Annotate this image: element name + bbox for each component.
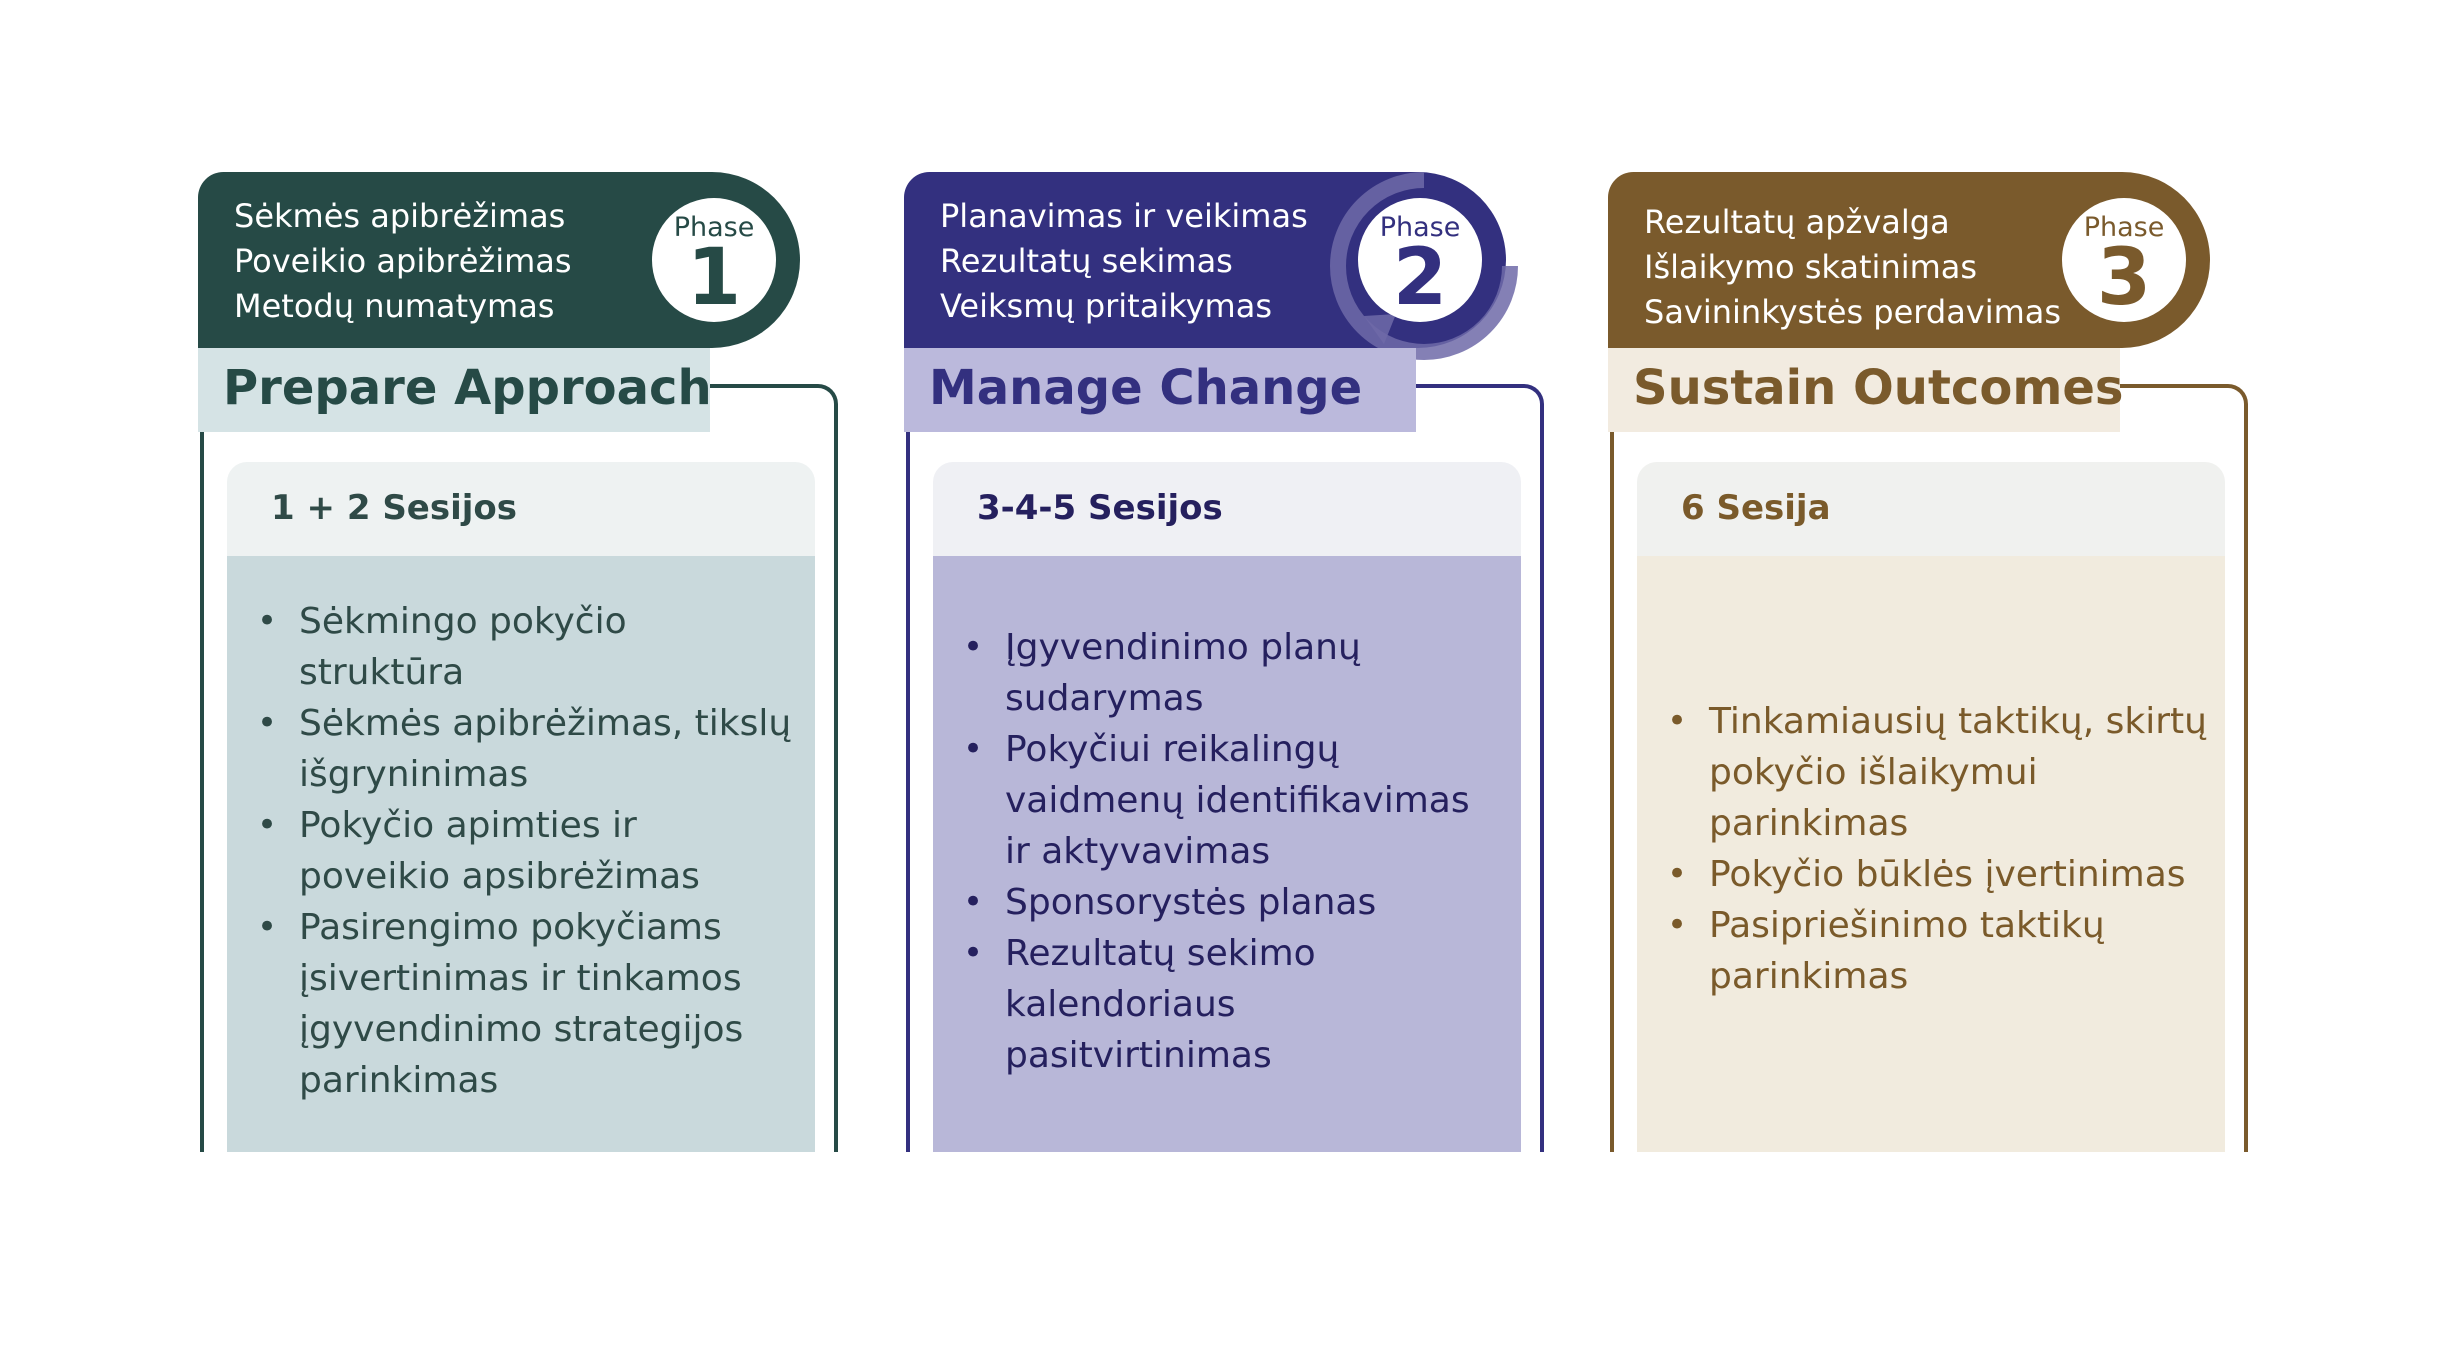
phase-3-banner [1608, 172, 2210, 348]
phase-1-sessions-header [227, 462, 815, 556]
banner-line: Poveikio apibrėžimas [234, 242, 572, 280]
phase-1-bullet-list [299, 596, 799, 1106]
list-item: • Rezultatų sekimo kalendoriaus pasitvirtinimas [1005, 928, 1485, 1081]
phase-1-badge [652, 198, 776, 322]
phase-1-sessions: 1 + 2 Sesijos [271, 488, 518, 528]
phase-2-badge [1358, 198, 1482, 322]
phase-1-column [198, 172, 848, 1152]
banner-line: Sėkmės apibrėžimas [234, 197, 566, 235]
phase-3-banner-lines [1644, 200, 2061, 335]
banner-line: Veiksmų pritaikymas [940, 287, 1272, 325]
list-item: • Pokyčiui reikalingų vaidmenų identifikavimas ir aktyvavimas [1005, 724, 1485, 877]
phase-1-card-body [227, 556, 815, 1152]
phase-label: Phase [2083, 212, 2165, 243]
banner-line: Savininkystės perdavimas [1644, 293, 2062, 331]
list-item: • Sėkmės apibrėžimas, tikslų išgryninimas [299, 698, 799, 800]
phase-3-badge [2062, 198, 2186, 322]
list-item: • Pasirengimo pokyčiams įsivertinimas ir tinkamos įgyvendinimo strategijos parinkimas [299, 902, 799, 1106]
list-item: • Pasipriešinimo taktikų parinkimas [1709, 900, 2209, 1002]
phase-2-card-body [933, 556, 1521, 1152]
phase-2-banner-lines [940, 194, 1308, 329]
list-item: • Pokyčio būklės įvertinimas [1709, 849, 2209, 900]
phase-3-column [1608, 172, 2258, 1152]
phase-1-banner [198, 172, 800, 348]
phase-1-title-band [198, 348, 710, 432]
phase-1-title: Prepare Approach [223, 360, 712, 416]
banner-line: Planavimas ir veikimas [940, 197, 1308, 235]
phase-3-bullet-list [1709, 696, 2209, 1002]
phase-3-sessions-header [1637, 462, 2225, 556]
phase-2-bullet-list [1005, 622, 1485, 1081]
phase-2-title: Manage Change [929, 360, 1363, 416]
phase-label: Phase [1379, 212, 1461, 243]
list-item: • Pokyčio apimties ir poveikio apsibrėžimas [299, 800, 799, 902]
phase-1-banner-lines [234, 194, 572, 329]
phase-2-sessions-header [933, 462, 1521, 556]
phase-2-title-band [904, 348, 1416, 432]
list-item: • Sėkmingo pokyčio struktūra [299, 596, 799, 698]
phase-3-sessions: 6 Sesija [1681, 488, 1831, 528]
phase-number: 3 [2096, 233, 2152, 323]
phase-number: 1 [686, 233, 742, 323]
phase-2-column [904, 172, 1554, 1152]
phase-3-title: Sustain Outcomes [1633, 360, 2124, 416]
phase-label: Phase [673, 212, 755, 243]
banner-line: Metodų numatymas [234, 287, 555, 325]
phase-3-card-body [1637, 556, 2225, 1152]
list-item: • Tinkamiausių taktikų, skirtų pokyčio išlaikymui parinkimas [1709, 696, 2209, 849]
banner-line: Rezultatų apžvalga [1644, 203, 1950, 241]
banner-line: Rezultatų sekimas [940, 242, 1233, 280]
phase-number: 2 [1392, 233, 1448, 323]
list-item: • Įgyvendinimo planų sudarymas [1005, 622, 1485, 724]
phase-2-banner [904, 172, 1506, 348]
banner-line: Išlaikymo skatinimas [1644, 248, 1978, 286]
phase-2-sessions: 3-4-5 Sesijos [977, 488, 1223, 528]
phase-3-title-band [1608, 348, 2124, 432]
list-item: • Sponsorystės planas [1005, 877, 1485, 928]
